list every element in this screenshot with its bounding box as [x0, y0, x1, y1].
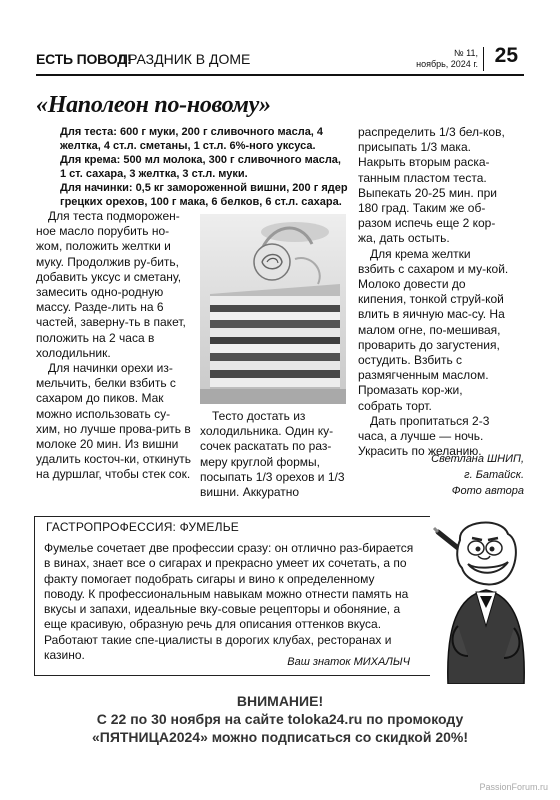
paragraph: Для теста подморожен-ное масло порубить но-жом, положить желтки и муку. Продолжив ру-бить, добавить уксус и сметану, замесить одно-родную массу. Разде-лить на 6 частей, заверну-ть в пакет, положить на 2 часа в холодильник.	[36, 209, 186, 360]
paragraph: Для крема желтки взбить с сахаром и му-кой. Молоко довести до кипения, тонкой струй-кой влить в яичную мас-су. На малом огне, по-мешивая, проварить до загустения, остудить. Взбить с размягченным маслом. Промазать кор-жи, собрать торт.	[358, 246, 509, 413]
paragraph: распределить 1/3 бел-ков, присыпать 1/3 мака. Накрыть вторым раска-танным пластом теста. Выпекать 20-25 мин. при 180 град. Таким же об-разом испечь еще 2 кор-жа, дать остыть.	[358, 125, 505, 246]
issue-info	[398, 48, 478, 70]
page-number: 25	[494, 44, 518, 67]
cake-photo	[200, 214, 346, 404]
photo-credit: Фото автора	[451, 485, 524, 497]
cake-illustration	[200, 214, 346, 404]
cartoon-chef-icon	[428, 516, 532, 684]
author-name: Светлана ШНИП,	[431, 453, 524, 465]
paragraph: Тесто достать из холодильника. Один ку-сочек раскатать по раз-меру круглой формы, посыпать 1/3 орехов и 1/3 вишни. Аккуратно	[200, 409, 345, 500]
issue-date: ноябрь, 2024 г.	[416, 59, 478, 69]
subscription-notice	[36, 692, 524, 746]
ingredients-filling: Для начинки: 0,5 кг замороженной вишни, 200 г ядер грецких орехов, 100 г мака, 6 белков, 6 ст.л. сахара.	[60, 182, 348, 208]
header-subsection: ПРАЗДНИК В ДОМЕ	[118, 51, 251, 67]
ingredients-cream: Для крема: 500 мл молока, 300 г сливочного масла, 1 ст. сахара, 3 желтка, 3 ст.л. муки.	[60, 154, 341, 180]
notice-line: «ПЯТНИЦА2024» можно подписаться со скидкой 20%!	[91, 729, 469, 745]
gastro-signature: Ваш знаток МИХАЛЫЧ	[287, 656, 410, 668]
text-column-middle	[200, 409, 346, 500]
notice-heading: ВНИМАНИЕ!	[236, 693, 324, 709]
header-rule	[36, 74, 524, 76]
issue-number: № 11,	[454, 48, 478, 58]
watermark: PassionForum.ru	[479, 782, 548, 792]
paragraph: Для начинки орехи из-мельчить, белки взбить с сахаром до пиков. Мак можно использовать су-хим, но лучше прова-рить в молоке 20 мин. Из вишни удалить косточ-ки, откинуть на дуршлаг, чтобы стек сок.	[36, 361, 191, 482]
paragraph: Дать пропитаться 2-3 часа, а лучше — ночь. Украсить по желанию.	[358, 413, 490, 459]
ingredients-dough: Для теста: 600 г муки, 200 г сливочного масла, 4 желтка, 4 ст.л. сметаны, 1 ст.л. 6%-ного уксуса.	[60, 126, 324, 152]
article-title: «Наполеон по-новому»	[36, 92, 271, 118]
ingredients-list	[60, 125, 350, 209]
text-column-left	[36, 209, 192, 483]
author-credits	[364, 451, 524, 499]
header-section: ЕСТЬ ПОВОД!	[36, 51, 132, 67]
page-header	[36, 44, 524, 77]
gastro-text: Фумелье сочетает две профессии сразу: он отлично раз-бирается в винах, знает все о сигарах и прекрасно умеет их сочетать, а по факту помогает подобрать сигары и вино к определенному поводу. К профессиональным навыкам можно отнести память на вкусы и запахи, идеальные вку-совые рецепторы и обоняние, а еще красивую, образную речь для описания оттенков вкуса. Работают такие спе-циалисты в дорогих клубах, ресторанах и казино.	[44, 541, 414, 663]
header-divider	[483, 47, 484, 71]
text-column-right	[358, 125, 510, 459]
author-city: г. Батайск.	[464, 469, 524, 481]
notice-line: С 22 по 30 ноября на сайте toloka24.ru по промокоду	[96, 711, 464, 727]
gastro-heading: ГАСТРОПРОФЕССИЯ: ФУМЕЛЬЕ	[46, 520, 239, 534]
gastro-box	[34, 516, 522, 686]
